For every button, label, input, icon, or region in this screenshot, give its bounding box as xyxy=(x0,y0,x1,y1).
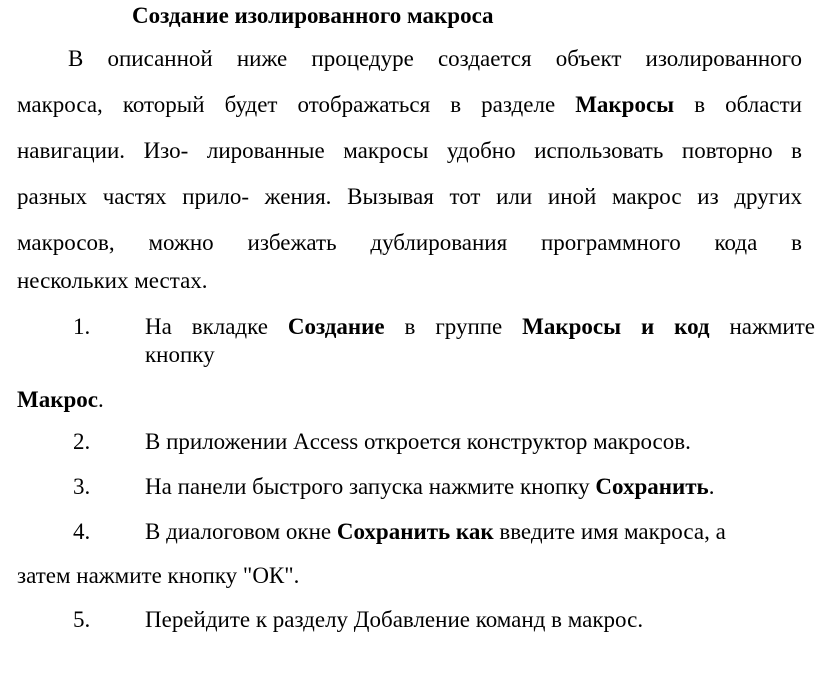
step-text-line-2: кнопку xyxy=(145,342,215,367)
intro-line-3: навигации. Изо- лированные макросы удобно использовать повторно в xyxy=(17,138,802,163)
step-number: 2. xyxy=(73,429,91,454)
step-text-part: . xyxy=(97,387,104,412)
step-number: 3. xyxy=(73,474,91,499)
term-create-tab: Создание xyxy=(287,314,385,339)
step-text-part: нажмите xyxy=(709,314,815,339)
intro-line-2 xyxy=(17,91,802,119)
section-title: Создание изолированного макроса xyxy=(132,3,494,28)
intro-line-4: разных частях прило- жения. Вызывая тот или иной макрос из других xyxy=(17,184,802,209)
step-continuation xyxy=(17,386,104,414)
step-number: 1. xyxy=(73,314,91,339)
step-text-part: . xyxy=(708,474,715,499)
step-text: В приложении Access откроется конструктор макросов. xyxy=(145,429,691,454)
step-text-part: В диалоговом окне xyxy=(145,519,337,544)
intro-line-1: В описанной ниже процедуре создается объект изолированного xyxy=(68,46,802,71)
term-macros-and-code: Макросы и код xyxy=(522,314,710,339)
step-text-part: введите имя макроса, а xyxy=(493,519,726,544)
step-continuation: затем нажмите кнопку "ОК". xyxy=(17,563,300,588)
term-save: Сохранить xyxy=(595,474,709,499)
term-save-as: Сохранить как xyxy=(336,519,494,544)
intro-line-5: макросов, можно избежать дублирования программного кода в xyxy=(17,230,802,255)
term-macros: Макросы xyxy=(575,92,675,117)
step-number: 4. xyxy=(73,519,91,544)
step-text: Перейдите к разделу Добавление команд в макрос. xyxy=(145,607,644,632)
step-text-part: На вкладке xyxy=(145,314,288,339)
step-text xyxy=(145,313,815,341)
intro-line-6: нескольких местах. xyxy=(17,268,208,293)
step-text xyxy=(145,473,714,501)
term-macro-button: Макрос xyxy=(17,387,98,412)
step-text-part: На панели быстрого запуска нажмите кнопку xyxy=(145,474,596,499)
step-text-part: в группе xyxy=(384,314,523,339)
intro-text: в области xyxy=(674,92,802,117)
step-text xyxy=(145,518,726,546)
intro-text: макроса, который будет отображаться в разделе xyxy=(17,92,576,117)
step-number: 5. xyxy=(73,607,91,632)
